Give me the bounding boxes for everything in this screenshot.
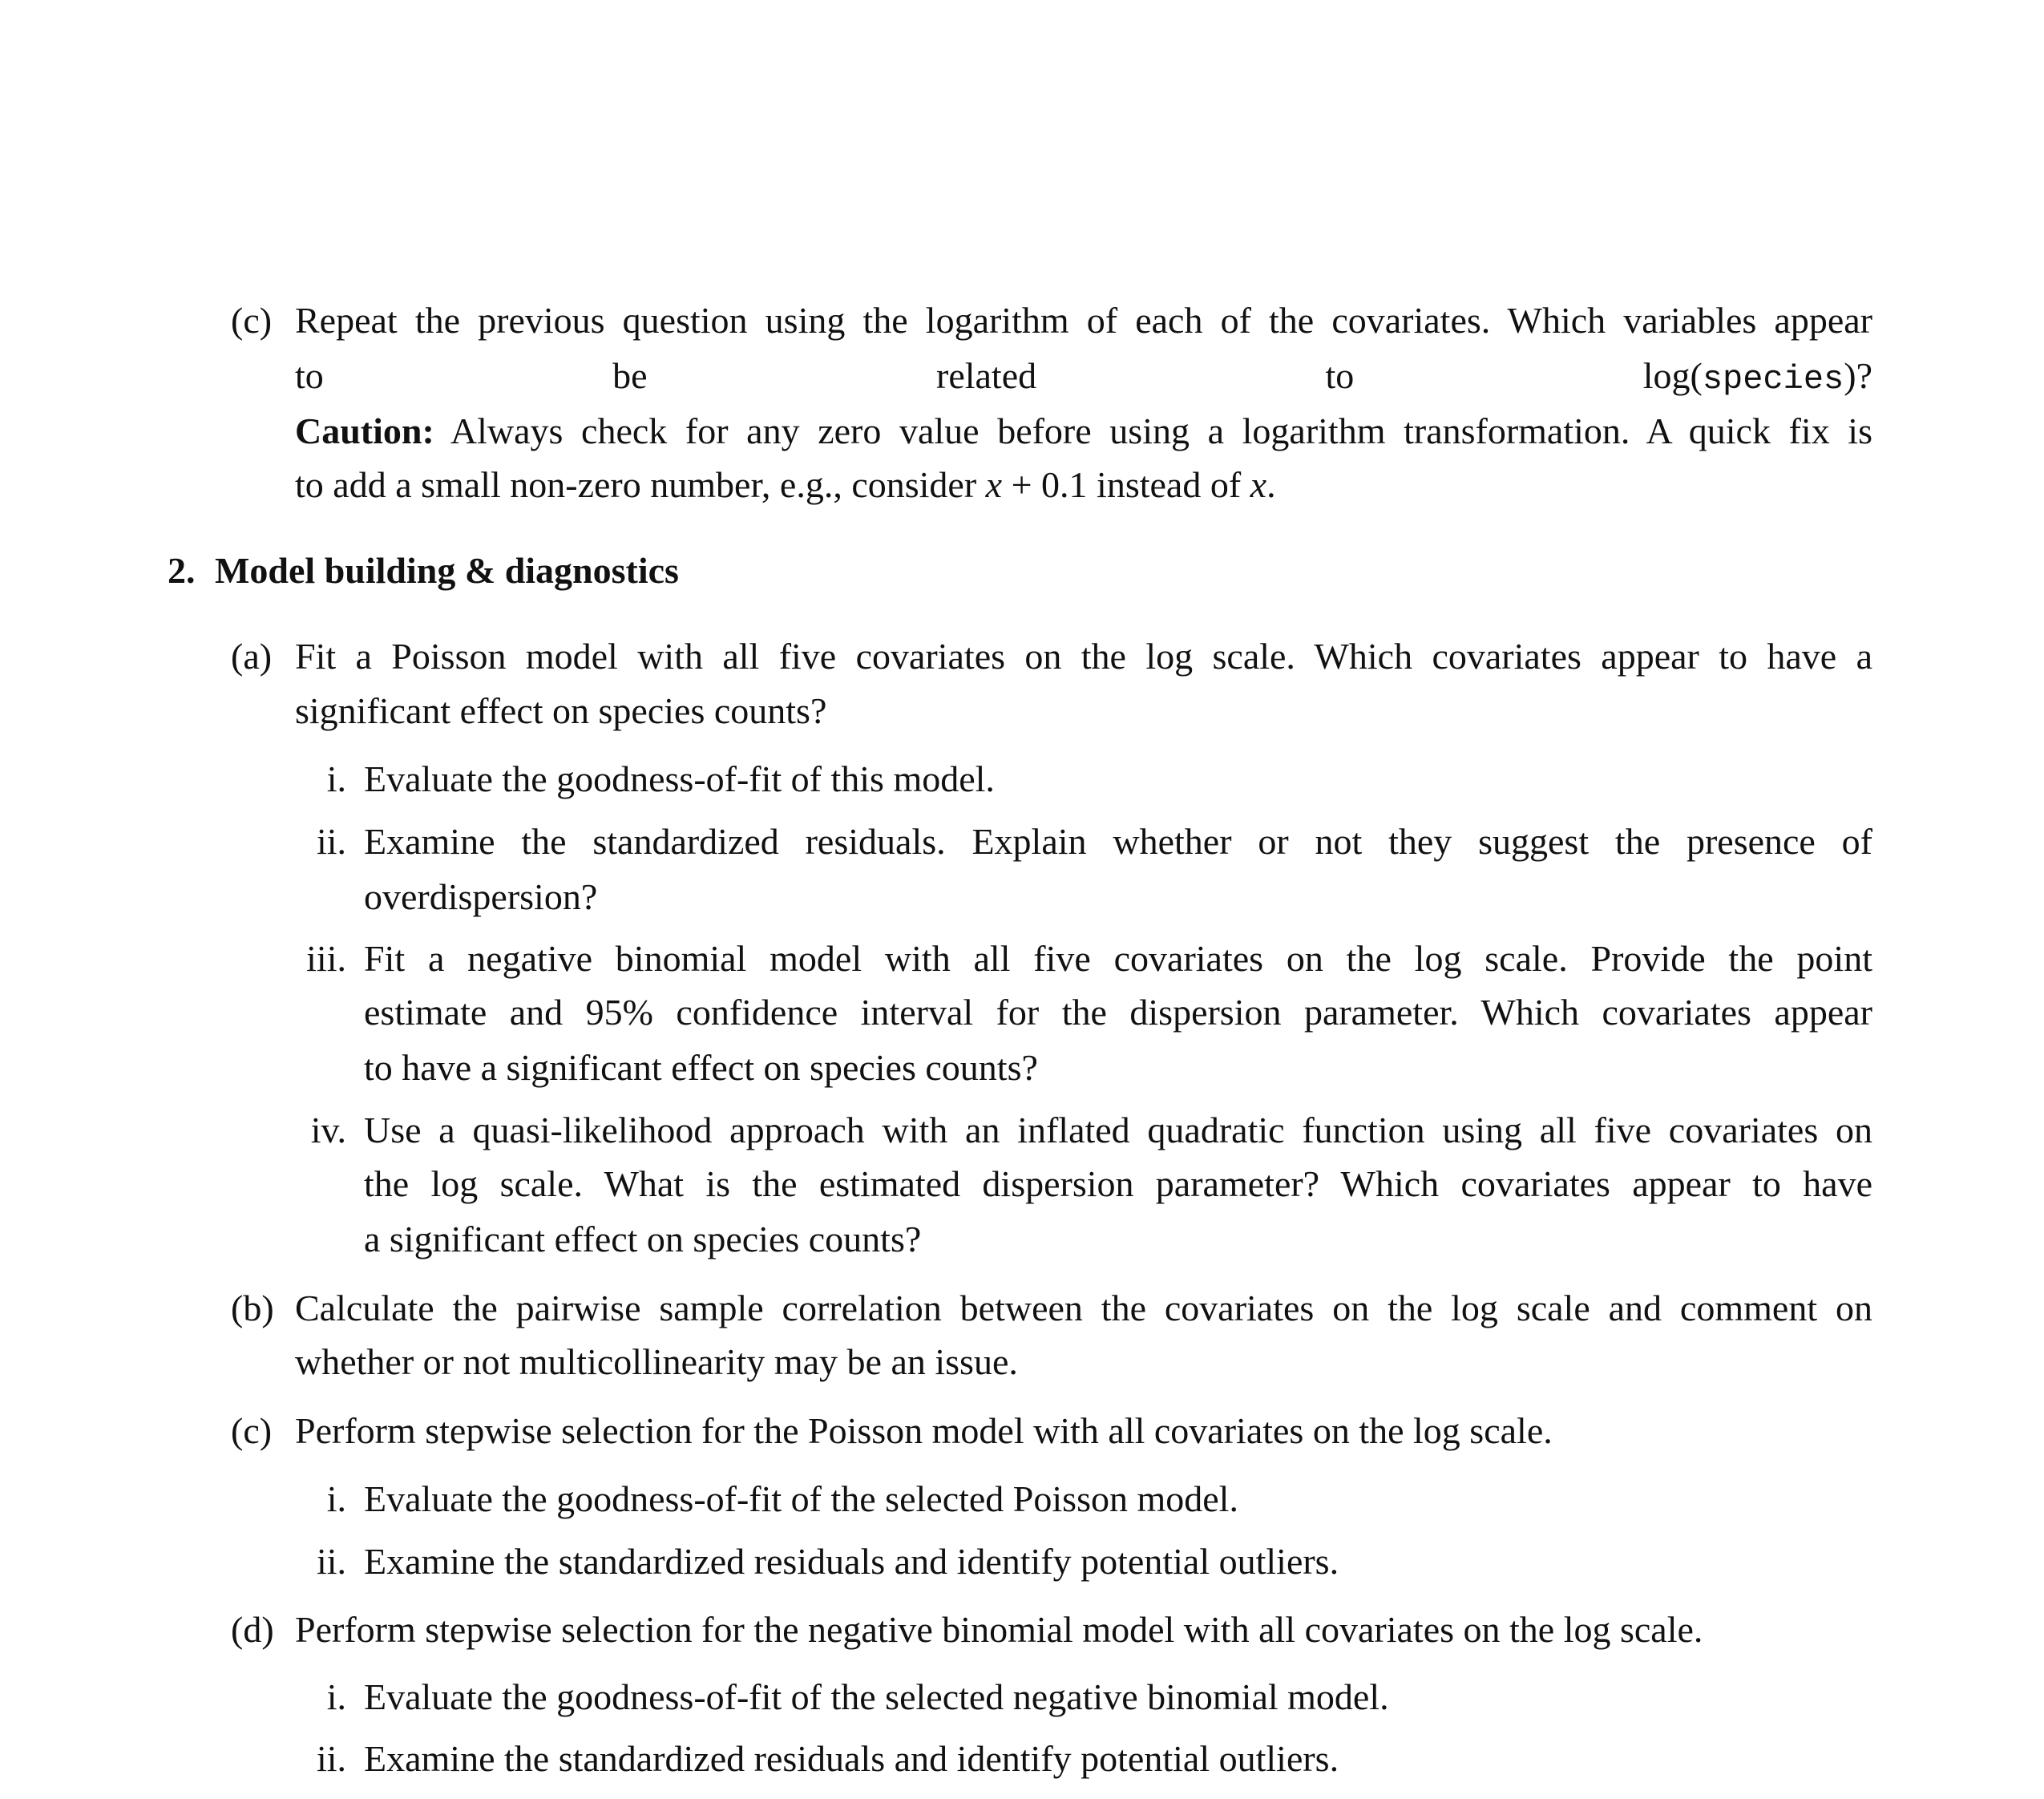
text-segment: Repeat the previous question using the logarithm of each of the covariates. Which variables appear <box>295 300 1872 341</box>
item-label: (c) <box>231 300 273 341</box>
item-label: (a) <box>231 636 273 677</box>
item-label: i. <box>326 1478 346 1519</box>
bold-text: Model building & diagnostics <box>215 550 679 591</box>
text-segment: to add a small non-zero number, e.g., consider <box>295 464 986 505</box>
text-segment: )? <box>1844 355 1872 396</box>
text-segment: Evaluate the goodness-of-fit of this model. <box>364 758 995 799</box>
section-heading <box>215 544 679 598</box>
item-text-line <box>364 1472 1238 1526</box>
text-segment: Calculate the pairwise sample correlation between the covariates on the log scale and comment on <box>295 1288 1872 1328</box>
item-text-line <box>295 404 1872 459</box>
item-text-line <box>295 1603 1703 1657</box>
text-segment: Perform stepwise selection for the negative binomial model with all covariates on the log scale. <box>295 1609 1703 1650</box>
text-segment: significant effect on species counts? <box>295 690 827 731</box>
text-segment: Fit a Poisson model with all five covariates on the log scale. Which covariates appear to have a <box>295 636 1872 677</box>
item-text-line <box>364 1534 1339 1589</box>
text-segment: Evaluate the goodness-of-fit of the selected negative binomial model. <box>364 1676 1389 1717</box>
item-label: i. <box>326 758 346 799</box>
item-text-line <box>295 1281 1872 1336</box>
item-label: 2. <box>168 550 196 591</box>
item-text-line <box>295 1335 1018 1389</box>
text-segment: a significant effect on species counts? <box>364 1219 922 1259</box>
item-label: (c) <box>231 1410 273 1451</box>
text-segment: estimate and 95% confidence interval for the dispersion parameter. Which covariates appear <box>364 992 1872 1033</box>
text-segment: Evaluate the goodness-of-fit of the selected Poisson model. <box>364 1478 1238 1519</box>
item-text-line <box>364 815 1872 869</box>
bold-text: Caution: <box>295 410 434 451</box>
math-variable: x <box>985 464 1003 505</box>
item-label: iv. <box>310 1110 346 1150</box>
item-text-line <box>295 458 1276 512</box>
item-label: ii. <box>316 1738 346 1779</box>
item-text-line <box>295 1404 1553 1458</box>
item-text-line <box>364 1732 1339 1786</box>
text-segment: Examine the standardized residuals. Explain whether or not they suggest the presence of <box>364 821 1872 862</box>
item-label: iii. <box>306 938 346 979</box>
item-text-line <box>295 684 826 738</box>
text-segment: to be related to log( <box>295 355 1703 396</box>
item-label: (b) <box>231 1288 274 1328</box>
item-label: ii. <box>316 1541 346 1582</box>
text-segment: Use a quasi-likelihood approach with an inflated quadratic function using all five covariates on <box>364 1110 1872 1150</box>
text-segment: to have a significant effect on species counts? <box>364 1047 1038 1088</box>
item-text-line <box>364 932 1872 986</box>
item-text-line <box>295 349 1872 403</box>
text-segment: + 0.1 instead of <box>1002 464 1250 505</box>
item-text-line <box>364 752 995 807</box>
item-text-line <box>364 1103 1872 1158</box>
item-text-line <box>295 629 1872 684</box>
math-variable: x <box>1250 464 1267 505</box>
text-segment: Fit a negative binomial model with all five covariates on the log scale. Provide the point <box>364 938 1872 979</box>
text-segment: overdispersion? <box>364 876 598 917</box>
text-segment: Examine the standardized residuals and identify potential outliers. <box>364 1541 1339 1582</box>
text-segment: the log scale. What is the estimated dispersion parameter? Which covariates appear to have <box>364 1163 1872 1204</box>
item-text-line <box>364 985 1872 1040</box>
item-text-line <box>364 1041 1038 1095</box>
item-text-line <box>364 1157 1872 1211</box>
code-text: species <box>1702 360 1844 398</box>
item-text-line <box>364 1212 921 1267</box>
item-text-line <box>364 1670 1389 1724</box>
text-segment: Always check for any zero value before using a logarithm transformation. A quick fix is <box>434 410 1872 451</box>
item-label: (d) <box>231 1609 274 1650</box>
item-label: ii. <box>316 821 346 862</box>
text-segment: . <box>1266 464 1276 505</box>
text-segment: whether or not multicollinearity may be an issue. <box>295 1341 1018 1382</box>
text-segment: Perform stepwise selection for the Poisson model with all covariates on the log scale. <box>295 1410 1553 1451</box>
item-label: i. <box>326 1676 346 1717</box>
item-text-line <box>295 293 1872 348</box>
item-text-line <box>364 870 597 924</box>
text-segment: Examine the standardized residuals and identify potential outliers. <box>364 1738 1339 1779</box>
